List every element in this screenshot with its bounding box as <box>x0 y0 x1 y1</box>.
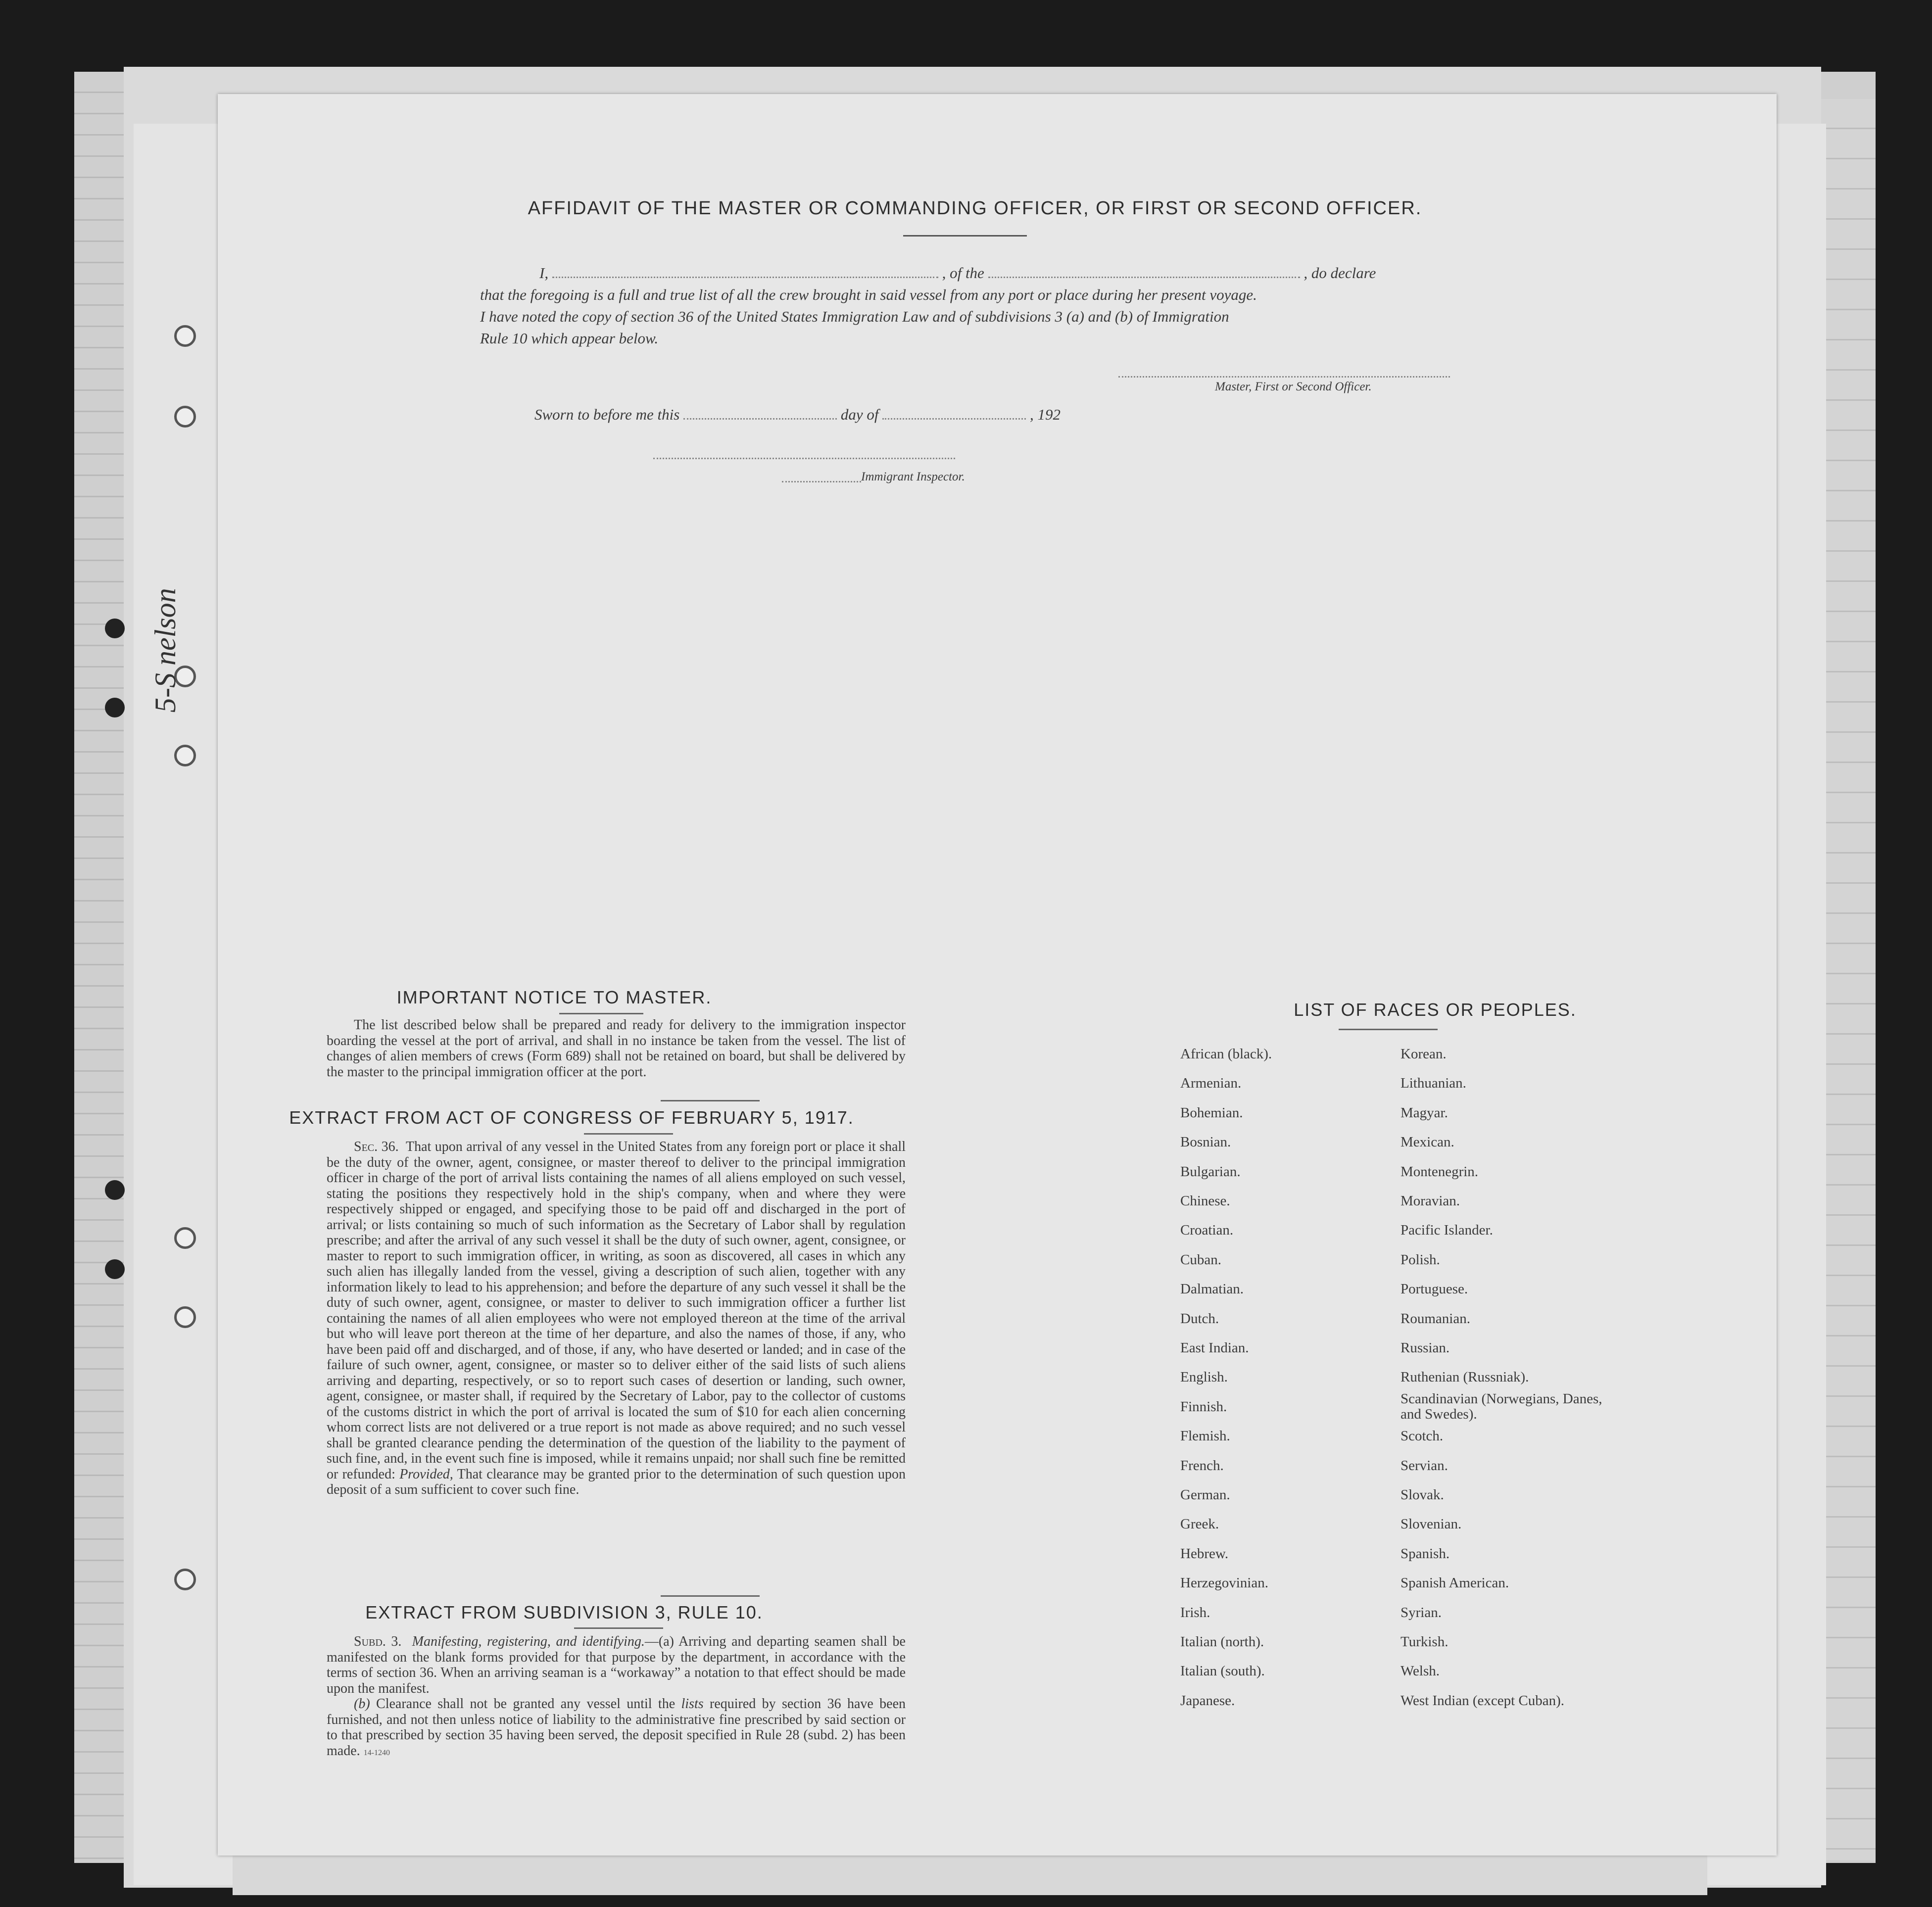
left-race-item: Italian (north). <box>1180 1634 1264 1650</box>
right-race-item: Syrian. <box>1401 1605 1442 1621</box>
act-text: That upon arrival of any vessel in the United States from any foreign port or place it shall be the duty of the owner, agent, consignee, or master thereof to deliver to the principal immigration officer in charge of the port of arrival lists containing the names of all aliens employed on such vessel, stating the positions they respectively hold in the ship's company, when and where they were respectively shipped or engaged, and specifying those to be paid off and discharged in the port of arrival; or lists containing so much of such information as the Secretary of Labor shall by regulation prescribe; and after the arrival of any such vessel it shall be the duty of such owner, agent, consignee, or master to report to such immigration officer, in writing, as soon as discovered, all cases in which any such alien has illegally landed from the vessel, giving a description of such alien, together with any information likely to lead to his apprehension; and before the departure of any such vessel it shall be the duty of such owner, agent, consignee, or master to deliver to such immigration officer a further list containing the names of all alien employees who were not employed thereon at the time of the arrival but who will leave port thereon at the time of her departure, and also the names of those, if any, who have been paid off and discharged, and of those, if any, who have deserted or landed; and in case of the failure of such owner, agent, consignee, or master so to deliver either of the said lists of such aliens arriving and departing, respectively, or so to report such cases of desertion or landing, such owner, agent, consignee, or master shall, if required by the Secretary of Labor, pay to the collector of customs of the customs district in which the port of arrival is located the sum of $10 for each alien concerning whom correct lists are not delivered or a true report is not made as above required; and no such vessel shall be granted clearance pending the determination of the question of the liability to the payment of such fine, and, in the event such fine is imposed, while it remains unpaid; nor shall such fine be remitted or refunded: <box>327 1139 906 1482</box>
left-race-item: Herzegovinian. <box>1180 1575 1268 1591</box>
inspector-label: Immigrant Inspector. <box>861 470 965 483</box>
sworn-statement <box>534 406 1061 424</box>
right-race-item: Polish. <box>1401 1252 1440 1268</box>
right-race-item: Portuguese. <box>1401 1281 1468 1297</box>
declaration-line-2: that the foregoing is a full and true list of all the crew brought in said vessel from any port or place during her present voyage. <box>480 286 1257 303</box>
left-race-item: Chinese. <box>1180 1193 1230 1209</box>
declaration-of-the: , of the <box>942 264 984 282</box>
sworn-year: , 192 <box>1029 406 1061 423</box>
races-divider <box>1339 1029 1438 1030</box>
rule-divider <box>574 1627 663 1629</box>
races-heading: LIST OF RACES OR PEOPLES. <box>1294 1000 1577 1020</box>
rule-para-b-lists: lists <box>681 1696 704 1712</box>
left-race-item: Armenian. <box>1180 1075 1242 1091</box>
left-race-item: German. <box>1180 1487 1230 1503</box>
left-race-item: Dutch. <box>1180 1311 1219 1327</box>
punch-hole <box>174 745 196 766</box>
left-race-item: Dalmatian. <box>1180 1281 1244 1297</box>
notice-divider <box>559 1013 643 1014</box>
right-race-item: Welsh. <box>1401 1663 1440 1679</box>
form-number: 14-1240 <box>363 1748 390 1757</box>
vessel-name-field[interactable] <box>988 277 1300 278</box>
title-divider <box>903 235 1027 237</box>
right-race-item: Montenegrin. <box>1401 1164 1479 1180</box>
right-race-item: Scotch. <box>1401 1428 1444 1444</box>
right-race-item: Turkish. <box>1401 1634 1449 1650</box>
punch-hole <box>105 698 125 717</box>
declaration-text <box>480 262 1455 349</box>
right-race-item: Slovak. <box>1401 1487 1444 1503</box>
act-body <box>327 1139 906 1498</box>
section-divider <box>661 1100 760 1101</box>
handwritten-margin-note: 5-S nelson <box>149 588 182 713</box>
act-divider <box>584 1133 673 1135</box>
punch-hole <box>174 1227 196 1249</box>
inspector-dots <box>782 481 861 482</box>
left-race-item: English. <box>1180 1369 1228 1385</box>
right-race-item: Magyar. <box>1401 1105 1448 1121</box>
right-race-item: Pacific Islander. <box>1401 1222 1493 1238</box>
rule-body <box>327 1634 906 1761</box>
left-race-item: Croatian. <box>1180 1222 1234 1238</box>
declaration-line-4: Rule 10 which appear below. <box>480 330 659 347</box>
rule-para-b-1: Clearance shall not be granted any vessel until the <box>376 1696 676 1712</box>
right-race-item: Korean. <box>1401 1046 1447 1062</box>
left-race-item: Bulgarian. <box>1180 1164 1241 1180</box>
affidavit-title: AFFIDAVIT OF THE MASTER OR COMMANDING OFFICER, OR FIRST OR SECOND OFFICER. <box>528 198 1422 219</box>
left-race-item: Greek. <box>1180 1516 1219 1532</box>
declaration-i: I, <box>539 264 549 282</box>
left-race-item: Bohemian. <box>1180 1105 1243 1121</box>
right-race-item: Ruthenian (Russniak). <box>1401 1369 1529 1385</box>
affidavit-page <box>218 94 1777 1856</box>
section-divider <box>661 1595 760 1597</box>
notice-body <box>327 1017 906 1080</box>
rule-heading: EXTRACT FROM SUBDIVISION 3, RULE 10. <box>365 1602 763 1622</box>
left-race-item: Irish. <box>1180 1605 1210 1621</box>
rule-para-a: —(a) Arriving and departing seamen shall be manifested on the blank forms provided for that purpose by the department, in accordance with the terms of section 36. When an arriving seaman is a “workaway” a notation to that effect should be made upon the manifest. <box>327 1634 906 1696</box>
sworn-day-field[interactable] <box>683 418 837 420</box>
sworn-month-field[interactable] <box>882 418 1026 420</box>
subd-label: Subd. 3. <box>354 1634 402 1649</box>
left-race-item: Flemish. <box>1180 1428 1230 1444</box>
notice-text: The list described below shall be prepared and ready for delivery to the immigration inspector boarding the vessel at the port of arrival, and shall in no instance be taken from the vessel. The list of changes of alien members of crews (Form 689) shall not be retained on board, but shall be delivered by the master to the principal immigration officer at the port. <box>327 1017 906 1080</box>
officer-signature-line[interactable] <box>1118 376 1450 378</box>
right-race-item: Mexican. <box>1401 1134 1454 1150</box>
right-race-item: Russian. <box>1401 1340 1450 1356</box>
right-race-item: Spanish American. <box>1401 1575 1509 1591</box>
left-race-item: Italian (south). <box>1180 1663 1265 1679</box>
right-race-item: Lithuanian. <box>1401 1075 1466 1091</box>
left-race-item: Hebrew. <box>1180 1546 1229 1562</box>
act-provided: Provided, <box>399 1466 453 1482</box>
officer-signature-label: Master, First or Second Officer. <box>1215 380 1372 393</box>
punch-hole <box>174 1569 196 1590</box>
left-race-item: Finnish. <box>1180 1399 1227 1415</box>
declaration-declare: , do declare <box>1304 264 1376 282</box>
right-race-item: Slovenian. <box>1401 1516 1462 1532</box>
act-text-end: That clearance may be granted prior to the determination of such question upon deposit of a sum sufficient to cover such fine. <box>327 1466 906 1497</box>
sworn-day-of: day of <box>840 406 879 423</box>
right-race-item: Servian. <box>1401 1458 1448 1474</box>
punch-hole <box>105 1259 125 1279</box>
right-race-item: Moravian. <box>1401 1193 1460 1209</box>
punch-hole <box>105 619 125 638</box>
act-heading: EXTRACT FROM ACT OF CONGRESS OF FEBRUARY 5, 1917. <box>289 1107 854 1128</box>
punch-hole <box>174 1306 196 1328</box>
left-race-item: East Indian. <box>1180 1340 1249 1356</box>
sec-label: Sec. 36. <box>354 1139 399 1154</box>
rule-para-b-2: required by section 36 have been furnished, and not then unless notice of liability to the administrative fine prescribed by said section or to that prescribed by section 35 having been served, the deposit specified in Rule 28 (subd. 2) has been made. <box>327 1696 906 1759</box>
left-race-item: Bosnian. <box>1180 1134 1231 1150</box>
sworn-prefix: Sworn to before me this <box>534 406 680 423</box>
punch-hole <box>105 1180 125 1200</box>
punch-hole <box>174 325 196 347</box>
left-race-item: French. <box>1180 1458 1224 1474</box>
rule-para-b-label: (b) <box>354 1696 370 1712</box>
left-race-item: Cuban. <box>1180 1252 1221 1268</box>
inspector-signature-line[interactable] <box>653 458 955 459</box>
right-race-item: Scandinavian (Norwegians, Danes, and Swedes). <box>1401 1391 1602 1422</box>
declaration-line-3: I have noted the copy of section 36 of the United States Immigration Law and of subdivisions 3 (a) and (b) of Immigration <box>480 308 1229 325</box>
right-race-item: Roumanian. <box>1401 1311 1470 1327</box>
subd-title: Manifesting, registering, and identifying. <box>412 1634 645 1649</box>
left-race-item: African (black). <box>1180 1046 1272 1062</box>
notice-heading: IMPORTANT NOTICE TO MASTER. <box>396 987 712 1007</box>
right-race-item: West Indian (except Cuban). <box>1401 1693 1565 1709</box>
officer-name-field[interactable] <box>552 277 938 278</box>
left-race-item: Japanese. <box>1180 1693 1235 1709</box>
right-race-item: Spanish. <box>1401 1546 1450 1562</box>
punch-hole <box>174 406 196 428</box>
